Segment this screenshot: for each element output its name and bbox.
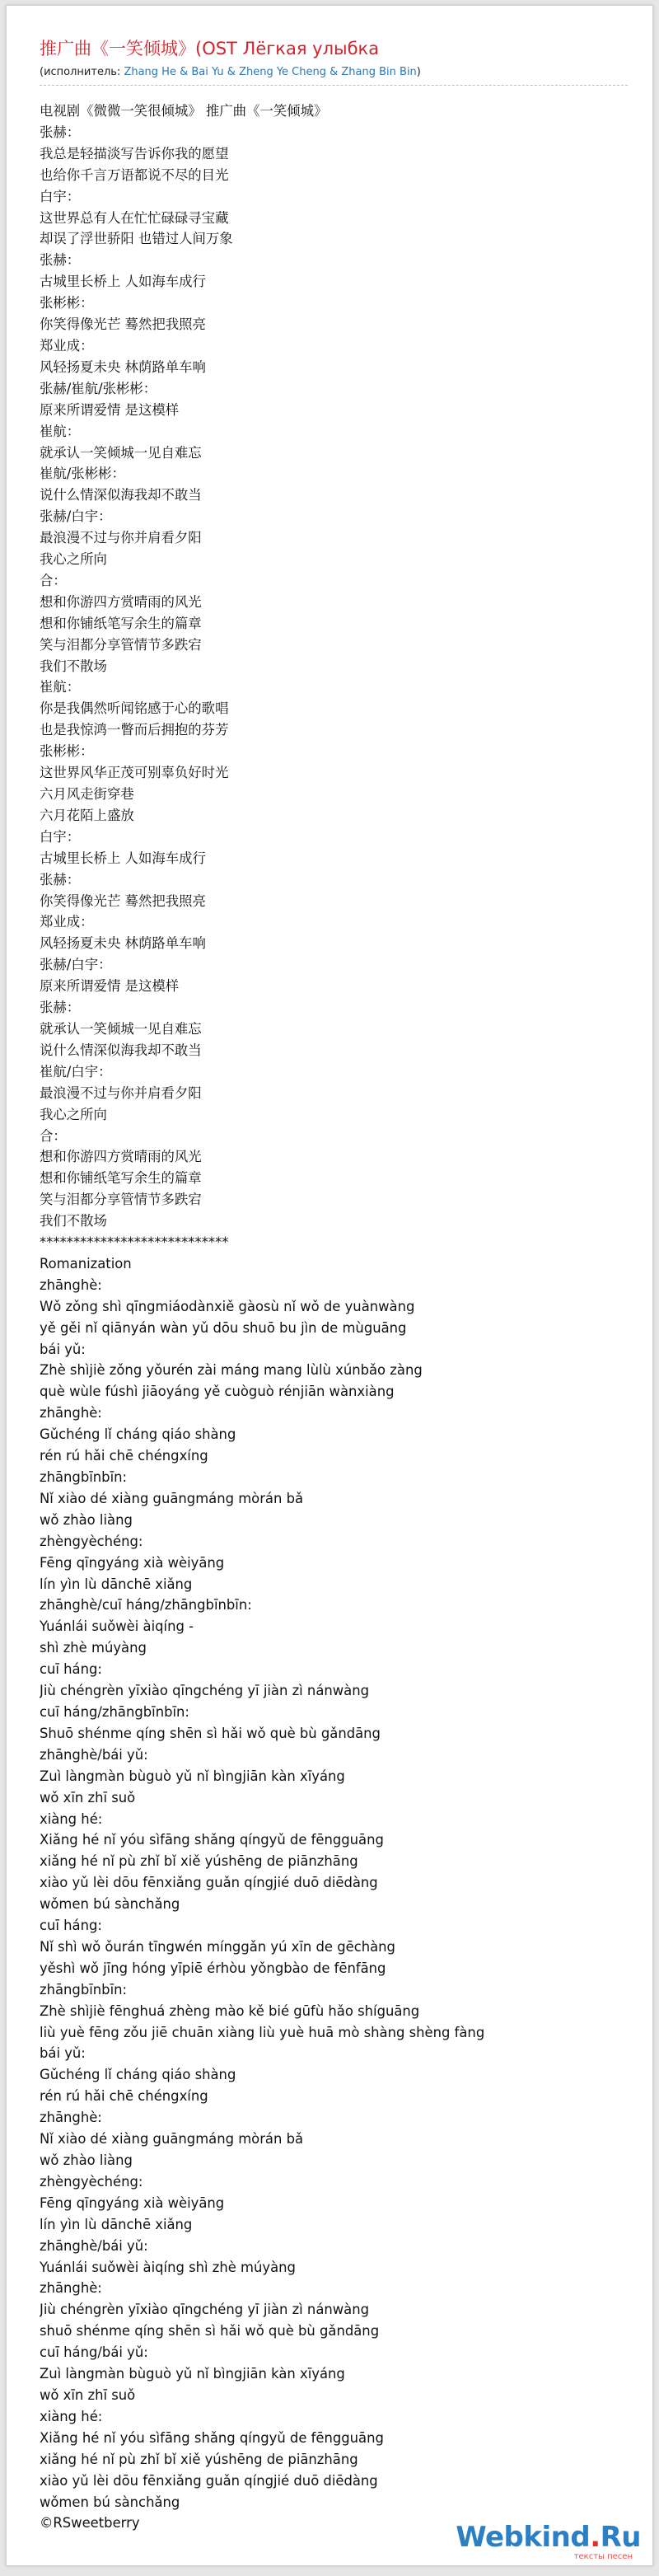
lyric-line: wǒ zhào liàng [40,2152,133,2168]
lyric-line: 说什么情深似海我却不敢当 [40,487,202,503]
lyric-line: 我们不散场 [40,658,107,674]
lyric-line: cuī háng: [40,1661,102,1678]
lyric-line: 你笑得像光芒 蓦然把我照亮 [40,316,206,333]
lyric-line: Zhè shìjiè zǒng yǒurén zài máng mang lùlù xúnbǎo zàng [40,1362,423,1379]
lyrics-body [7,86,652,2534]
lyric-line: 白宇： [40,828,81,845]
lyric-line: Gǔchéng lǐ cháng qiáo shàng [40,1426,236,1443]
lyric-line: zhèngyèchéng: [40,1533,143,1549]
lyric-line: 张赫/白宇： [40,957,112,973]
lyric-line: Zuì làngmàn bùguò yǔ nǐ bìngjiān kàn xīyáng [40,1768,345,1784]
lyric-line: zhāngbīnbīn: [40,1469,128,1485]
lyric-line: 就承认一笑倾城一见自难忘 [40,1020,202,1037]
lyric-line: wǒ xīn zhī suǒ [40,1789,136,1806]
lyric-line: què wùle fúshì jiāoyáng yě cuòguò rénjiān wànxiàng [40,1384,395,1400]
lyric-line: Jiù chéngrèn yīxiào qīngchéng yī jiàn zì nánwàng [40,1683,369,1699]
lyric-line: 张赫： [40,1000,81,1016]
lyric-line: 原来所谓爱情 是这模样 [40,978,180,995]
lyric-line: 我心之所向 [40,1106,107,1122]
lyric-line: 崔航/白宇： [40,1063,112,1080]
lyrics-page [6,5,653,2566]
logo-wordmark[interactable] [443,2522,641,2552]
lyric-line: bái yǔ: [40,1341,86,1357]
lyric-line: 合： [40,572,67,588]
lyric-line: Nǐ xiào dé xiàng guāngmáng mòrán bǎ [40,1490,304,1506]
lyric-line: xiǎng hé nǐ pù zhǐ bǐ xiě yúshēng de piānzhāng [40,1853,358,1870]
logo-tagline: тексты песен [573,2552,633,2561]
lyric-line: shuō shénme qíng shēn sì hǎi wǒ què bù gǎndāng [40,2323,380,2339]
lyrics-header [7,6,652,86]
lyric-line: 古城里长桥上 人如海车成行 [40,274,206,290]
lyric-line: 想和你游四方赏晴雨的风光 [40,1149,202,1165]
lyric-line: Fēng qīngyáng xià wèiyāng [40,2194,225,2211]
lyric-line: 说什么情深似海我却不敢当 [40,1042,202,1058]
lyric-line: 合： [40,1127,67,1144]
lyric-line: 崔航： [40,679,81,696]
lyric-line: Shuō shénme qíng shēn sì hǎi wǒ què bù gǎndāng [40,1725,381,1741]
lyric-line: bái yǔ: [40,2045,86,2062]
lyric-line: Romanization [40,1255,132,1272]
lyric-line: 你笑得像光芒 蓦然把我照亮 [40,892,206,909]
performer-prefix: (исполнитель: [40,66,124,78]
lyric-line: 张赫： [40,871,81,888]
lyric-line: 张赫： [40,124,81,140]
lyric-line: 张彬彬： [40,743,94,760]
lyric-line: yě gěi nǐ qiānyán wàn yǔ dōu shuō bu jìn de mùguāng [40,1319,407,1336]
lyric-line: xiàng hé: [40,2408,103,2424]
lyric-line: 郑业成： [40,337,94,354]
lyric-line: 却误了浮世骄阳 也错过人间万象 [40,231,233,247]
lyric-line: 白宇： [40,188,81,204]
performer-links[interactable]: Zhang He & Bai Yu & Zheng Ye Cheng & Zhang Bin Bin [124,66,417,78]
lyric-line: 笑与泪都分享管情节多跌宕 [40,1192,202,1208]
lyric-line: xiào yǔ lèi dōu fēnxiǎng guǎn qíngjié duō diēdàng [40,1875,378,1891]
lyric-line: 笑与泪都分享管情节多跌宕 [40,636,202,653]
lyric-line: zhèngyèchéng: [40,2173,143,2190]
lyric-line: zhānghè/cuī háng/zhāngbīnbīn: [40,1597,252,1614]
lyric-line: 张彬彬： [40,295,94,311]
lyric-line: Zhè shìjiè fēnghuá zhèng mào kě bié gūfù hǎo shíguāng [40,2002,420,2019]
lyric-line: 就承认一笑倾城一见自难忘 [40,444,202,461]
lyric-line: 六月风走街穿巷 [40,786,134,802]
logo-tld: Ru [600,2521,641,2554]
lyric-line: 电视剧《微微一笑很倾城》 推广曲《一笑倾城》 [40,103,328,119]
lyric-line: 张赫/白宇： [40,508,112,525]
lyric-line: 这世界总有人在忙忙碌碌寻宝藏 [40,209,229,226]
performer-suffix: ) [416,66,421,78]
lyric-line: zhānghè: [40,1276,102,1293]
lyric-line: yěshì wǒ jīng hóng yīpiē érhòu yǒngbào de fēnfāng [40,1960,386,1976]
lyric-line: rén rú hǎi chē chéngxíng [40,2088,208,2105]
lyric-line: 想和你游四方赏晴雨的风光 [40,593,202,610]
lyric-line: 崔航： [40,423,81,439]
lyric-line: rén rú hǎi chē chéngxíng [40,1448,208,1464]
lyric-line: 最浪漫不过与你并肩看夕阳 [40,530,202,546]
lyric-line: zhānghè: [40,2280,102,2297]
webkind-logo[interactable] [443,2522,641,2562]
lyric-line: 六月花陌上盛放 [40,807,134,823]
logo-dot: . [590,2521,601,2554]
lyric-line: Zuì làngmàn bùguò yǔ nǐ bìngjiān kàn xīyáng [40,2366,345,2382]
lyric-line: 郑业成： [40,914,94,930]
lyric-line: 我总是轻描淡写告诉你我的愿望 [40,145,229,162]
song-title: 推广曲《一笑倾城》(OST Лёгкая улыбка [40,39,380,59]
lyric-line: 张赫/崔航/张彬彬： [40,380,157,396]
lyric-line: shì zhè múyàng [40,1640,147,1656]
lyric-line: Nǐ xiào dé xiàng guāngmáng mòrán bǎ [40,2131,304,2147]
lyric-line: zhānghè/bái yǔ: [40,2237,148,2254]
lyric-line: 最浪漫不过与你并肩看夕阳 [40,1084,202,1101]
lyric-line: Xiǎng hé nǐ yóu sìfāng shǎng qíngyǔ de fēngguāng [40,1832,384,1848]
lyric-line: Wǒ zǒng shì qīngmiáodànxiě gàosù nǐ wǒ de yuànwàng [40,1298,415,1314]
lyric-line: zhāngbīnbīn: [40,1981,128,1998]
lyric-line: xiàng hé: [40,1810,103,1827]
lyric-line: 这世界风华正茂可别辜负好时光 [40,765,229,781]
lyric-line: 也给你千言万语都说不尽的目光 [40,166,229,183]
lyric-line: wǒ zhào liàng [40,1511,133,1528]
lyric-line: Xiǎng hé nǐ yóu sìfāng shǎng qíngyǔ de fēngguāng [40,2429,384,2446]
lyric-line: Yuánlái suǒwèi àiqíng - [40,1618,194,1635]
lyric-line: 原来所谓爱情 是这模样 [40,401,180,418]
lyric-line: ©RSweetberry [40,2515,140,2532]
logo-main-text: Webkind [456,2521,591,2554]
lyric-line: 风轻扬夏未央 林荫路单车响 [40,935,206,952]
lyric-line: wǒmen bú sànchǎng [40,1896,180,1913]
lyric-line: zhānghè: [40,1405,102,1421]
lyric-line: xiào yǔ lèi dōu fēnxiǎng guǎn qíngjié duō diēdàng [40,2472,378,2489]
lyric-line: zhānghè/bái yǔ: [40,1746,148,1763]
lyric-line: xiǎng hé nǐ pù zhǐ bǐ xiě yúshēng de piānzhāng [40,2451,358,2467]
lyric-line: 崔航/张彬彬： [40,466,125,482]
lyric-line: **************************** [40,1234,229,1251]
lyric-line: 也是我惊鸿一瞥而后拥抱的芬芳 [40,722,229,738]
lyric-line: lín yìn lù dānchē xiǎng [40,2216,193,2232]
lyric-line: wǒmen bú sànchǎng [40,2494,180,2510]
lyric-line: 张赫： [40,252,81,269]
performer-line [40,65,628,86]
lyric-line: 想和你铺纸笔写余生的篇章 [40,615,202,631]
lyric-line: zhānghè: [40,2110,102,2126]
lyric-line: cuī háng/zhāngbīnbīn: [40,1703,189,1720]
lyric-line: 我们不散场 [40,1213,107,1229]
lyric-line: Gǔchéng lǐ cháng qiáo shàng [40,2067,236,2083]
lyric-line: Nǐ shì wǒ ǒurán tīngwén mínggǎn yú xīn de gēchàng [40,1938,395,1955]
lyric-line: Jiù chéngrèn yīxiào qīngchéng yī jiàn zì nánwàng [40,2302,369,2318]
lyric-line: lín yìn lù dānchē xiǎng [40,1576,193,1592]
lyric-line: liù yuè fēng zǒu jiē chuān xiàng liù yuè huā mò shàng shèng fàng [40,2024,485,2040]
lyric-line: wǒ xīn zhī suǒ [40,2386,136,2403]
lyric-line: 想和你铺纸笔写余生的篇章 [40,1170,202,1187]
lyric-line: Fēng qīngyáng xià wèiyāng [40,1554,225,1571]
lyric-line: 古城里长桥上 人如海车成行 [40,850,206,866]
lyric-line: Yuánlái suǒwèi àiqíng shì zhè múyàng [40,2259,296,2275]
lyric-line: cuī háng/bái yǔ: [40,2344,148,2361]
lyric-line: 风轻扬夏未央 林荫路单车响 [40,358,206,375]
lyric-line: 我心之所向 [40,551,107,568]
lyric-line: 你是我偶然听闻铭感于心的歌唱 [40,700,229,717]
lyric-line: cuī háng: [40,1918,102,1934]
